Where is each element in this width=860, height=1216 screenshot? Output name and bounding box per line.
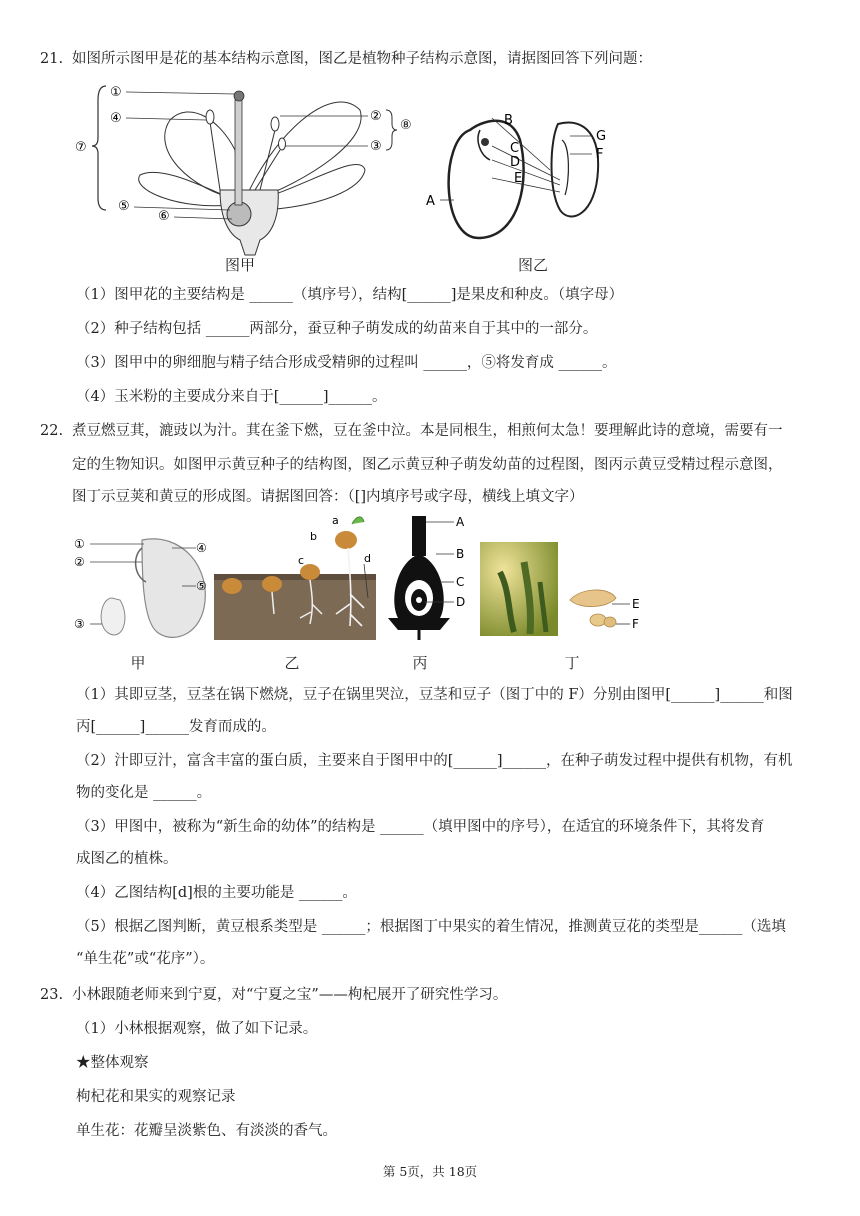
soybean-seed-figure [72,528,212,648]
q21-sub2: （2）种子结构包括 ______两部分，蚕豆种子萌发成的幼苗来自于其中的一部分。 [76,321,598,337]
label-F: F [596,147,604,162]
caption-yi: 乙 [284,654,300,672]
q21-sub4: （4）玉米粉的主要成分来自于[______]______。 [76,389,387,405]
label-1: ① [110,85,122,100]
q23-stem: 23. 小林跟随老师来到宁夏，对“宁夏之宝”——枸杞展开了研究性学习。 [40,984,820,1006]
label-2: ② [74,555,85,569]
q22-sub4: （4）乙图结构[d]根的主要功能是 ______。 [76,885,357,901]
q23-heading: ★整体观察 [76,1055,149,1071]
q21-text: 如图所示图甲是花的基本结构示意图，图乙是植物种子结构示意图，请据图回答下列问题： [72,51,652,67]
caption-ding: 丁 [564,654,580,672]
q21-sub1: （1）图甲花的主要结构是 ______（填序号），结构[______]是果皮和种皮。（填字母） [76,287,624,303]
q22-sub3-line2: 成图乙的植株。 [76,851,178,867]
label-B: B [504,113,513,128]
label-5: ⑤ [196,579,207,593]
caption-bing: 丙 [412,654,428,672]
label-D: D [456,595,466,609]
label-1: ① [74,537,85,551]
label-6: ⑥ [158,209,170,224]
label-E: E [632,597,640,611]
label-3: ③ [74,617,85,631]
q22-stem-line2: 定的生物知识。如图甲示黄豆种子的结构图，图乙示黄豆种子萌发幼苗的过程图，图丙示黄豆受精过程示意图， [72,457,783,473]
q21-number: 21. [40,51,64,67]
label-A: A [456,515,465,529]
pod-figure [480,542,646,638]
label-a: a [332,514,339,527]
label-4: ④ [196,541,207,555]
q22-sub3-line1: （3）甲图中，被称为“新生命的幼体”的结构是 ______（填甲图中的序号），在适宜的环境条件下，其将发育 [76,819,765,835]
q21-stem [40,48,820,70]
germination-figure [214,514,376,640]
label-C: C [510,141,520,156]
q22-sub5-line1: （5）根据乙图判断，黄豆根系类型是 ______；根据图丁中果实的着生情况，推测黄豆花的类型是______（选填 [76,919,786,935]
label-7: ⑦ [75,140,87,155]
q22-stem-line1: 22. 煮豆燃豆萁，漉豉以为汁。萁在釜下燃，豆在釜中泣。本是同根生，相煎何太急！要理解此诗的意境，需要有一 [40,420,820,442]
seed-structure-figure [420,100,640,250]
caption-fig-jia: 图甲 [224,256,255,274]
q22-sub2-line2: 物的变化是 ______。 [76,785,212,801]
label-8: ⑧ [400,118,412,133]
q21-sub3: （3）图甲中的卵细胞与精子结合形成受精卵的过程叫 ______，⑤将发育成 ______。 [76,355,617,371]
q22-stem-line3: 图丁示豆荚和黄豆的形成图。请据图回答：（[]内填序号或字母，横线上填文字） [72,489,584,505]
label-G: G [596,129,607,144]
label-b: b [310,530,317,543]
q22-sub5-line2: “单生花”或“花序”）。 [76,951,215,967]
fertilization-figure [384,514,480,642]
label-2: ② [370,109,382,124]
label-E: E [514,171,523,186]
label-3: ③ [370,139,382,154]
q22-sub1-line2: 丙[______]______发育而成的。 [76,719,276,735]
page-footer: 第 5页，共 18页 [382,1164,478,1179]
label-F: F [632,617,639,631]
q23-record-line: 单生花：花瓣呈淡紫色、有淡淡的香气。 [76,1123,337,1139]
q23-number: 23. [40,987,64,1003]
q23-record-title: 枸杞花和果实的观察记录 [76,1089,236,1105]
label-5: ⑤ [118,199,130,214]
label-c: c [298,554,305,567]
label-4: ④ [110,111,122,126]
q22-sub2-line1: （2）汁即豆汁，富含丰富的蛋白质，主要来自于图甲中的[______]______，在种子萌发过程中提供有机物，有机 [76,753,793,769]
q22-number: 22. [40,423,64,439]
label-C: C [456,575,465,589]
label-B: B [456,547,465,561]
label-A: A [426,194,435,209]
caption-jia: 甲 [130,654,146,672]
flower-structure-figure [70,80,400,260]
caption-fig-yi: 图乙 [517,256,548,274]
q22-sub1-line1: （1）其即豆茎，豆茎在锅下燃烧，豆子在锅里哭泣，豆茎和豆子（图丁中的 F）分别由图甲[______]______和图 [76,687,793,703]
label-d: d [364,552,371,565]
label-D: D [510,155,521,170]
q23-sub1: （1）小林根据观察，做了如下记录。 [76,1021,318,1037]
